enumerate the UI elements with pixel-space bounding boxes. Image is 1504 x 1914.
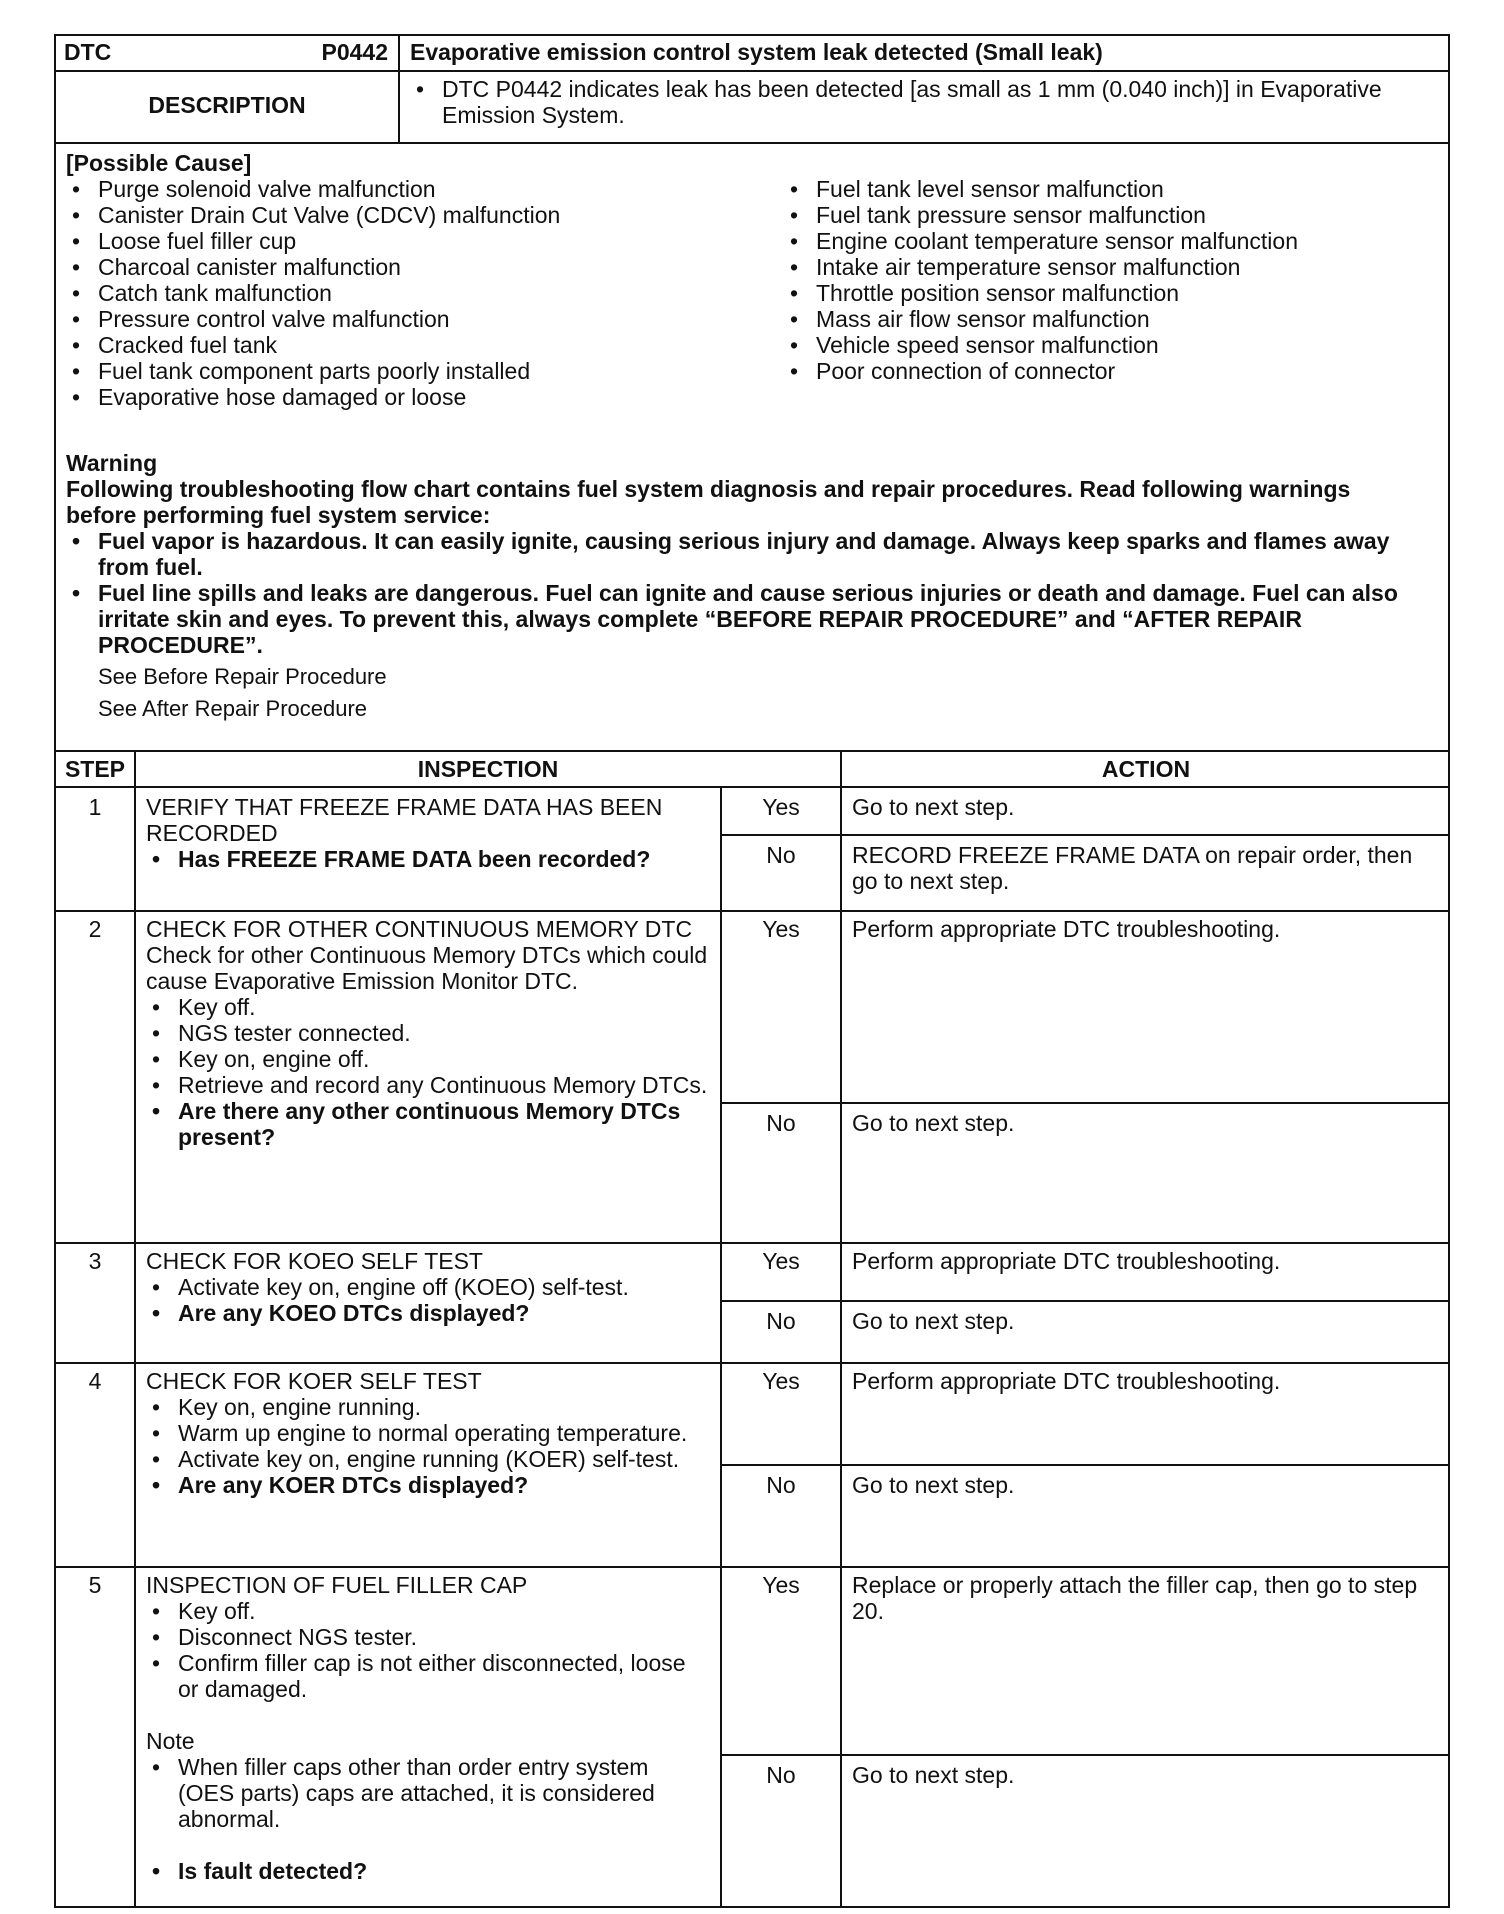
step-inspection: [136, 1570, 720, 1886]
no-action: Go to next step.: [852, 1762, 1015, 1788]
step-bullet: • Key on, engine running.: [146, 1394, 710, 1420]
step-bullet: • NGS tester connected.: [146, 1020, 710, 1046]
yes-action: Replace or properly attach the filler cap, then go to step 20.: [852, 1572, 1418, 1624]
dtc-title: Evaporative emission control system leak detected (Small leak): [410, 39, 1103, 65]
step-bullet: • Warm up engine to normal operating temperature.: [146, 1420, 710, 1446]
possible-cause-item: • Throttle position sensor malfunction: [784, 280, 1434, 306]
no-action: Go to next step.: [852, 1308, 1015, 1334]
step-bullet: • Activate key on, engine running (KOER) self-test.: [146, 1446, 710, 1472]
step-bullet: • Key off.: [146, 1598, 710, 1624]
step-inspection: [136, 1246, 720, 1328]
divider: [56, 910, 1450, 912]
possible-cause-item: • Poor connection of connector: [784, 358, 1434, 384]
step-title: VERIFY THAT FREEZE FRAME DATA HAS BEEN RECORDED: [146, 794, 663, 846]
warning-item: • Fuel vapor is hazardous. It can easily ignite, causing serious injury and damage. Always keep sparks and flames away from fuel.: [66, 528, 1440, 580]
description-label: DESCRIPTION: [148, 92, 306, 118]
note-label: Note: [146, 1728, 195, 1754]
possible-cause-item: • Pressure control valve malfunction: [66, 306, 786, 332]
divider: [722, 1464, 1450, 1466]
no-action: Go to next step.: [852, 1110, 1015, 1136]
causes-left-list: [66, 176, 786, 410]
col-inspection-header: INSPECTION: [417, 756, 559, 782]
step-title: CHECK FOR OTHER CONTINUOUS MEMORY DTC: [146, 916, 693, 942]
possible-cause-item: • Evaporative hose damaged or loose: [66, 384, 786, 410]
step-description: Check for other Continuous Memory DTCs which could cause Evaporative Emission Monitor DTC.: [146, 942, 708, 994]
possible-cause-item: • Fuel tank component parts poorly installed: [66, 358, 786, 384]
step-number: 3: [88, 1248, 102, 1274]
causes-right-list: [784, 176, 1434, 384]
step-bullet: • Activate key on, engine off (KOEO) self-test.: [146, 1274, 710, 1300]
step-inspection: [136, 1366, 720, 1500]
no-action: Go to next step.: [852, 1472, 1015, 1498]
possible-cause-item: • Vehicle speed sensor malfunction: [784, 332, 1434, 358]
possible-cause-item: • Engine coolant temperature sensor malfunction: [784, 228, 1434, 254]
yes-label: Yes: [762, 1248, 800, 1274]
no-label: No: [766, 842, 796, 868]
step-bullet: • Key on, engine off.: [146, 1046, 710, 1072]
yes-action: Perform appropriate DTC troubleshooting.: [852, 1248, 1281, 1274]
see-after-repair-link[interactable]: See After Repair Procedure: [98, 696, 368, 721]
dtc-code: P0442: [321, 39, 388, 65]
step-question: • Are any KOER DTCs displayed?: [146, 1472, 710, 1498]
step-inspection: [136, 792, 720, 874]
dtc-sheet: [54, 34, 1450, 1908]
step-number: 1: [88, 794, 102, 820]
warning-item: • Fuel line spills and leaks are dangerous. Fuel can ignite and cause serious injuries or death and damage. Fuel can also irritate skin and eyes. To prevent this, always complete “BEFORE REPAIR PROCEDURE” and “AFTER REPAIR PROCEDURE”.: [66, 580, 1440, 658]
yes-action: Perform appropriate DTC troubleshooting.: [852, 1368, 1281, 1394]
no-label: No: [766, 1110, 796, 1136]
divider: [722, 834, 1450, 836]
possible-cause-item: • Cracked fuel tank: [66, 332, 786, 358]
col-action-header: ACTION: [1101, 756, 1191, 782]
possible-cause-item: • Fuel tank pressure sensor malfunction: [784, 202, 1434, 228]
dtc-label: DTC: [64, 39, 112, 65]
step-bullet: • Key off.: [146, 994, 710, 1020]
yes-label: Yes: [762, 1368, 800, 1394]
step-question: • Is fault detected?: [146, 1858, 710, 1884]
step-question: • Are any KOEO DTCs displayed?: [146, 1300, 710, 1326]
step-question: • Has FREEZE FRAME DATA been recorded?: [146, 846, 710, 872]
see-before-repair-link[interactable]: See Before Repair Procedure: [98, 664, 387, 689]
step-title: CHECK FOR KOER SELF TEST: [146, 1368, 482, 1394]
no-label: No: [766, 1308, 796, 1334]
divider: [720, 788, 722, 1908]
possible-causes: [56, 146, 1450, 420]
step-question: • Are there any other continuous Memory DTCs present?: [146, 1098, 710, 1150]
warning-section: [56, 446, 1450, 726]
description-text: [400, 72, 1448, 142]
possible-cause-item: • Canister Drain Cut Valve (CDCV) malfunction: [66, 202, 786, 228]
step-title: CHECK FOR KOEO SELF TEST: [146, 1248, 483, 1274]
possible-cause-item: • Intake air temperature sensor malfunction: [784, 254, 1434, 280]
description-bullet: • DTC P0442 indicates leak has been detected [as small as 1 mm (0.040 inch)] in Evaporative Emission System.: [410, 76, 1438, 128]
possible-cause-heading: [Possible Cause]: [66, 150, 252, 176]
divider: [722, 1754, 1450, 1756]
no-label: No: [766, 1472, 796, 1498]
divider: [56, 786, 1450, 788]
note-bullet: • When filler caps other than order entry system (OES parts) caps are attached, it is considered abnormal.: [146, 1754, 710, 1832]
possible-cause-item: • Purge solenoid valve malfunction: [66, 176, 786, 202]
yes-action: Go to next step.: [852, 794, 1015, 820]
warning-heading: Warning: [66, 450, 158, 476]
step-bullet: • Confirm filler cap is not either disconnected, loose or damaged.: [146, 1650, 710, 1702]
divider: [56, 1362, 1450, 1364]
possible-cause-item: • Mass air flow sensor malfunction: [784, 306, 1434, 332]
divider: [56, 1566, 1450, 1568]
yes-label: Yes: [762, 1572, 800, 1598]
possible-cause-item: • Catch tank malfunction: [66, 280, 786, 306]
step-bullet: • Disconnect NGS tester.: [146, 1624, 710, 1650]
yes-action: Perform appropriate DTC troubleshooting.: [852, 916, 1281, 942]
yes-label: Yes: [762, 916, 800, 942]
no-action: RECORD FREEZE FRAME DATA on repair order, then go to next step.: [852, 842, 1413, 894]
warning-list: [66, 528, 1440, 658]
divider: [722, 1300, 1450, 1302]
step-bullet: • Retrieve and record any Continuous Memory DTCs.: [146, 1072, 710, 1098]
step-inspection: [136, 914, 720, 1152]
step-title: INSPECTION OF FUEL FILLER CAP: [146, 1572, 528, 1598]
divider: [56, 142, 1450, 144]
divider: [722, 1102, 1450, 1104]
step-number: 2: [88, 916, 102, 942]
step-number: 5: [88, 1572, 102, 1598]
step-number: 4: [88, 1368, 102, 1394]
warning-intro: Following troubleshooting flow chart contains fuel system diagnosis and repair procedures. Read following warnings before performing fuel system service:: [66, 476, 1351, 528]
possible-cause-item: • Charcoal canister malfunction: [66, 254, 786, 280]
divider: [56, 1242, 1450, 1244]
no-label: No: [766, 1762, 796, 1788]
possible-cause-item: • Loose fuel filler cup: [66, 228, 786, 254]
col-step-header: STEP: [64, 756, 126, 782]
possible-cause-item: • Fuel tank level sensor malfunction: [784, 176, 1434, 202]
yes-label: Yes: [762, 794, 800, 820]
